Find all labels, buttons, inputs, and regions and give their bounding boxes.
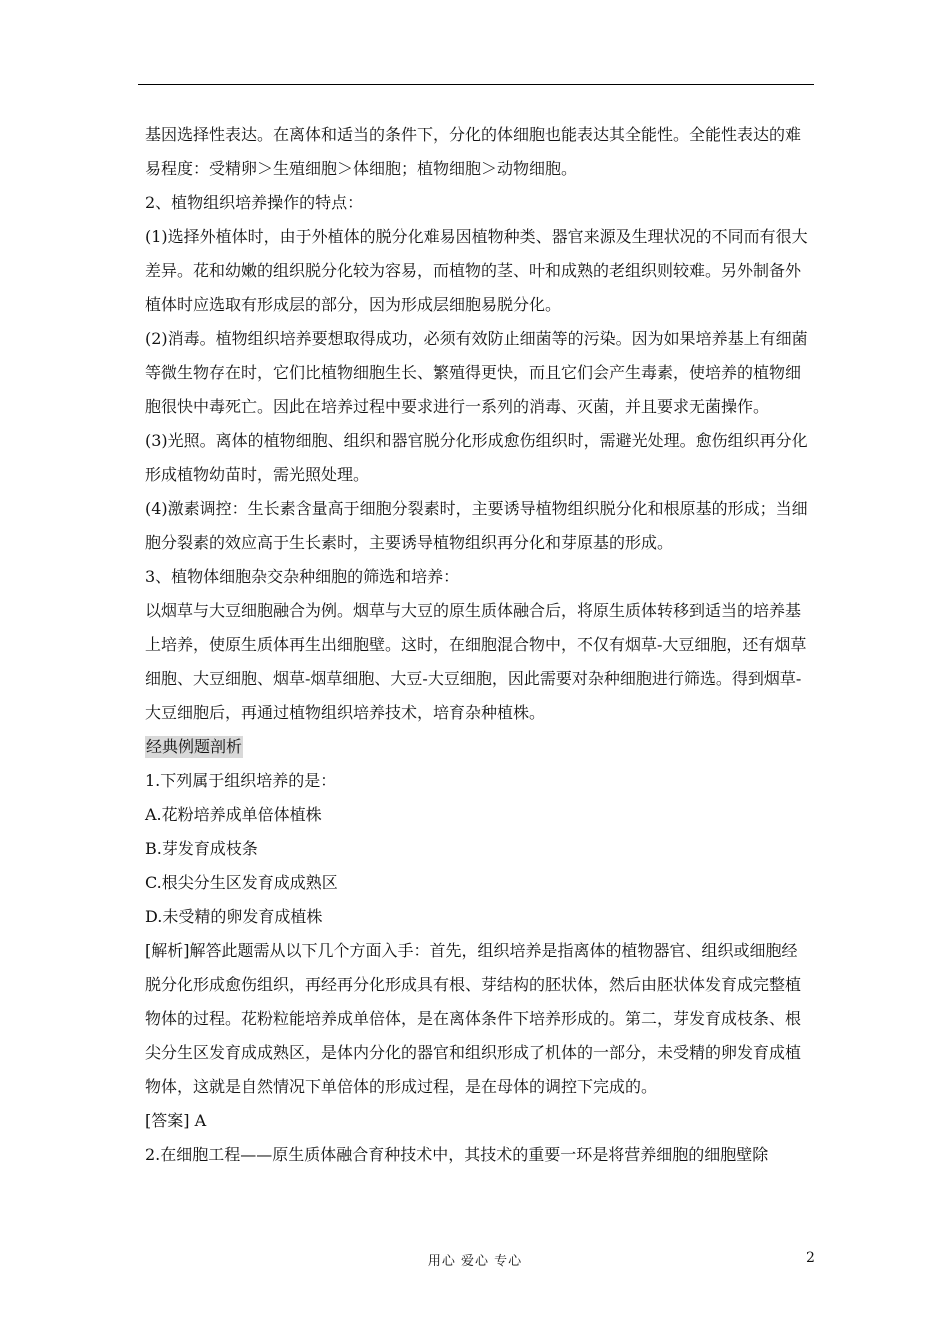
question: 1.下列属于组织培养的是： — [145, 771, 337, 790]
question: 2.在细胞工程——原生质体融合育种技术中，其技术的重要一环是将营养细胞的细胞壁除 — [145, 1145, 769, 1164]
page-body — [145, 118, 813, 1172]
option: A.花粉培养成单倍体植株 — [145, 805, 322, 824]
header-rule — [138, 84, 814, 85]
option: D.未受精的卵发育成植株 — [145, 907, 323, 926]
option: C.根尖分生区发育成成熟区 — [145, 873, 338, 892]
heading-hybrid-cell-selection: 3、植物体细胞杂交杂种细胞的筛选和培养： — [145, 567, 460, 586]
page-number: 2 — [806, 1250, 815, 1266]
section-title — [145, 730, 813, 764]
list-item: (1)选择外植体时，由于外植体的脱分化难易因植物种类、器官来源及生理状况的不同而有很大差异。花和幼嫩的组织脱分化较为容易，而植物的茎、叶和成熟的老组织则较难。另外制备外植体时应选取有形成层的部分，因为形成层细胞易脱分化。 — [145, 227, 808, 314]
option: B.芽发育成枝条 — [145, 839, 258, 858]
section-title-text: 经典例题剖析 — [146, 737, 243, 756]
paragraph: 以烟草与大豆细胞融合为例。烟草与大豆的原生质体融合后，将原生质体转移到适当的培养基上培养，使原生质体再生出细胞壁。这时，在细胞混合物中，不仅有烟草-大豆细胞，还有烟草细胞、大豆细胞、烟草-烟草细胞、大豆-大豆细胞，因此需要对杂种细胞进行筛选。得到烟草-大豆细胞后，再通过植物组织培养技术，培育杂种植株。 — [145, 601, 807, 722]
list-item: (2)消毒。植物组织培养要想取得成功，必须有效防止细菌等的污染。因为如果培养基上有细菌等微生物存在时，它们比植物细胞生长、繁殖得更快，而且它们会产生毒素，使培养的植物细胞很快中毒死亡。因此在培养过程中要求进行一系列的消毒、灭菌，并且要求无菌操作。 — [145, 329, 808, 416]
list-item: (4)激素调控：生长素含量高于细胞分裂素时，主要诱导植物组织脱分化和根原基的形成；当细胞分裂素的效应高于生长素时，主要诱导植物组织再分化和芽原基的形成。 — [145, 499, 808, 552]
list-item: (3)光照。离体的植物细胞、组织和器官脱分化形成愈伤组织时，需避光处理。愈伤组织再分化形成植物幼苗时，需光照处理。 — [145, 431, 808, 484]
footer-motto: 用心 爱心 专心 — [427, 1254, 523, 1269]
answer: [答案] A — [145, 1111, 207, 1130]
analysis: [解析]解答此题需从以下几个方面入手：首先，组织培养是指离体的植物器官、组织或细胞经脱分化形成愈伤组织，再经再分化形成具有根、芽结构的胚状体，然后由胚状体发育成完整植物体的过程。花粉粒能培养成单倍体，是在离体条件下培养形成的。第二，芽发育成枝条、根尖分生区发育成成熟区，是体内分化的器官和组织形成了机体的一部分，未受精的卵发育成植物体，这就是自然情况下单倍体的形成过程，是在母体的调控下完成的。 — [145, 941, 802, 1096]
paragraph: 基因选择性表达。在离体和适当的条件下，分化的体细胞也能表达其全能性。全能性表达的难易程度：受精卵＞生殖细胞＞体细胞；植物细胞＞动物细胞。 — [145, 125, 802, 178]
heading-plant-tissue-culture: 2、植物组织培养操作的特点： — [145, 193, 364, 212]
